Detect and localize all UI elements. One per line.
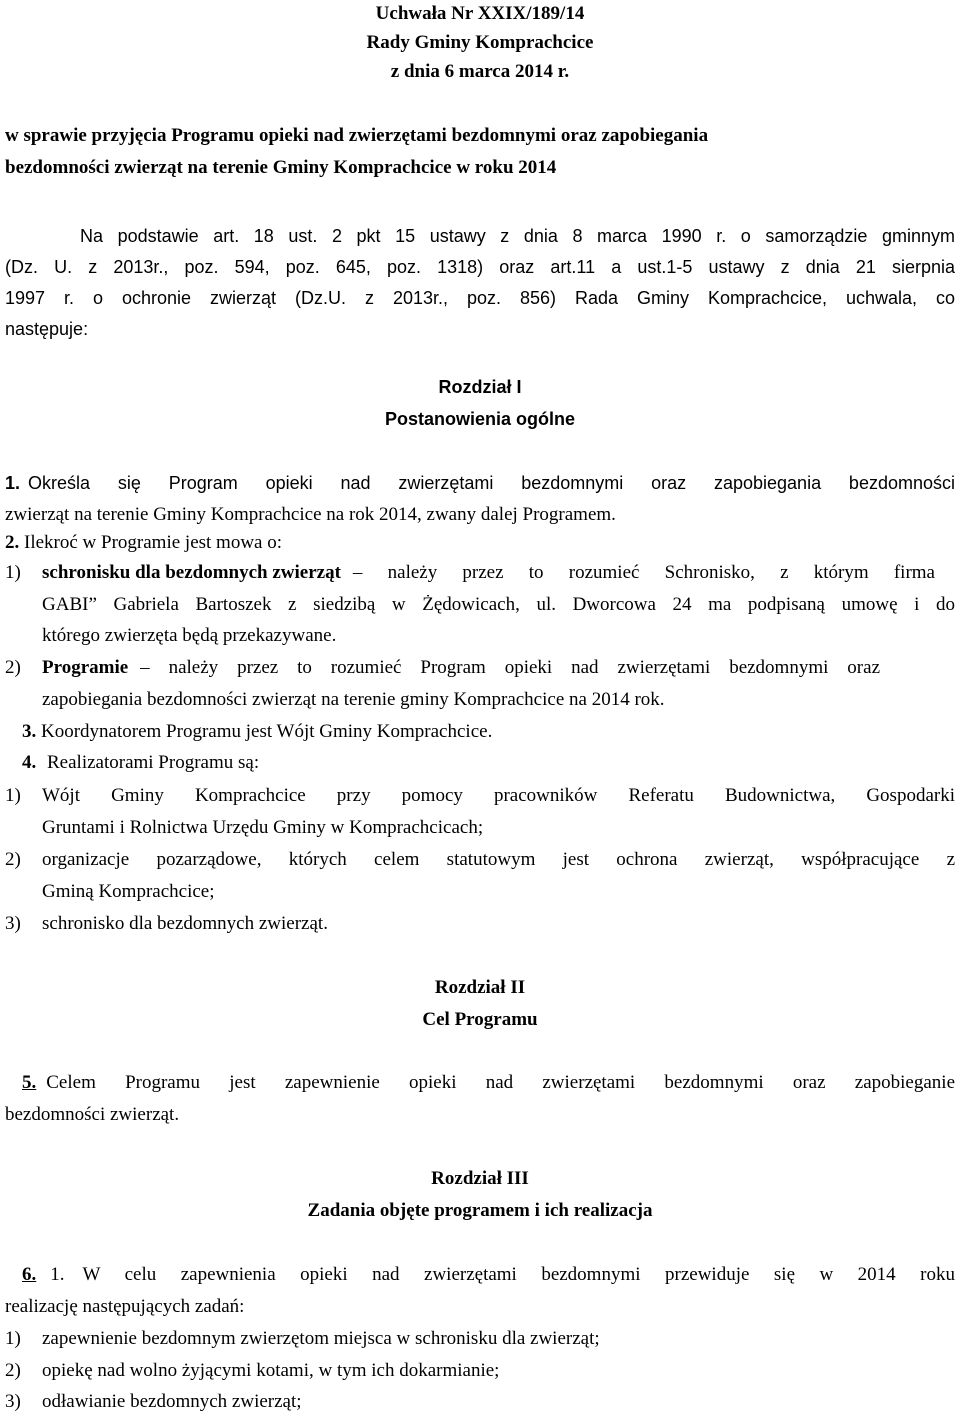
realizer-1-line-2: Gruntami i Rolnictwa Urzędu Gminy w Komprachcicach;	[42, 817, 484, 838]
paragraph-2-intro	[5, 533, 282, 552]
preamble-line-3: 1997 r. o ochronie zwierząt (Dz.U. z 2013r., poz. 856) Rada Gminy Komprachcice, uchwala, co	[5, 289, 955, 308]
paragraph-5-text: Celem Programu jest zapewnienie opieki nad zwierzętami bezdomnymi oraz zapobieganie	[46, 1073, 955, 1093]
chapter-1-subtitle: Postanowienia ogólne	[384, 409, 576, 429]
paragraph-2-number: 2.	[5, 532, 20, 553]
preamble-line-1: Na podstawie art. 18 ust. 2 pkt 15 ustawy z dnia 8 marca 1990 r. o samorządzie gminnym	[80, 227, 955, 246]
paragraph-4-intro	[22, 753, 259, 772]
council-name: Rady Gminy Komprachcice	[366, 32, 594, 53]
item-1-number: 1)	[5, 562, 21, 583]
item-1-line-2: GABI” Gabriela Bartoszek z siedzibą w Żędowicach, ul. Dworcowa 24 ma podpisaną umowę i do	[42, 595, 955, 615]
paragraph-4-number: 4.	[22, 752, 37, 773]
item-1-line-1	[42, 563, 935, 585]
preamble-line-2: (Dz. U. z 2013r., poz. 594, poz. 645, poz. 1318) oraz art.11 a ust.1-5 ustawy z dnia 21 sierpnia	[5, 258, 955, 277]
chapter-3-title: Rozdział III	[431, 1168, 529, 1189]
subject-line-2: bezdomności zwierząt na terenie Gminy Komprachcice w roku 2014	[5, 157, 557, 178]
item-2-text: – należy przez to rozumieć Program opieki nad zwierzętami bezdomnymi oraz	[140, 658, 880, 678]
preamble-line-4: następuje:	[5, 319, 89, 339]
paragraph-1-text: Określa się Program opieki nad zwierzętami bezdomnymi oraz zapobiegania bezdomności	[28, 474, 955, 493]
chapter-2-subtitle: Cel Programu	[422, 1009, 538, 1030]
item-2-number: 2)	[5, 657, 21, 678]
item-2-line-2: zapobiegania bezdomności zwierząt na terenie gminy Komprachcice na 2014 rok.	[42, 689, 665, 710]
resolution-number: Uchwała Nr XXIX/189/14	[375, 3, 585, 24]
paragraph-3-text: Koordynatorem Programu jest Wójt Gminy Komprachcice.	[41, 721, 493, 742]
paragraph-6-line-1	[22, 1265, 955, 1287]
realizer-2-line-1: organizacje pozarządowe, których celem statutowym jest ochrona zwierząt, współpracujące z	[42, 850, 955, 870]
subject-line-1: w sprawie przyjęcia Programu opieki nad zwierzętami bezdomnymi oraz zapobiegania	[5, 125, 709, 146]
chapter-3-subtitle: Zadania objęte programem i ich realizacja	[307, 1200, 653, 1221]
paragraph-6-number: 6.	[22, 1265, 37, 1285]
paragraph-5-number: 5.	[22, 1073, 37, 1093]
paragraph-4-text: Realizatorami Programu są:	[47, 752, 260, 773]
paragraph-6-text: W celu zapewnienia opieki nad zwierzętami bezdomnymi przewiduje się w 2014 roku	[82, 1265, 955, 1285]
paragraph-2-text: Ilekroć w Programie jest mowa o:	[24, 532, 283, 553]
paragraph-6-subnumber: 1.	[50, 1265, 65, 1285]
chapter-1-title: Rozdział I	[438, 377, 522, 397]
paragraph-3	[22, 722, 492, 741]
realizer-3-line-1: schronisko dla bezdomnych zwierząt.	[42, 913, 328, 934]
realizer-1-line-1: Wójt Gminy Komprachcice przy pomocy pracowników Referatu Budownictwa, Gospodarki	[42, 786, 955, 806]
paragraph-3-number: 3.	[22, 721, 37, 742]
item-1-text: – należy przez to rozumieć Schronisko, z którym firma	[352, 563, 935, 583]
task-3-number: 3)	[5, 1391, 21, 1412]
item-2-line-1	[42, 658, 880, 680]
task-2-number: 2)	[5, 1360, 21, 1381]
item-1-line-3: którego zwierzęta będą przekazywane.	[42, 625, 337, 646]
task-1-number: 1)	[5, 1328, 21, 1349]
paragraph-1-number: 1.	[5, 474, 21, 493]
task-3-text: odławianie bezdomnych zwierząt;	[42, 1391, 302, 1412]
resolution-date: z dnia 6 marca 2014 r.	[390, 61, 570, 82]
chapter-2-title: Rozdział II	[434, 977, 526, 998]
task-2-text: opiekę nad wolno żyjącymi kotami, w tym ich dokarmianie;	[42, 1360, 500, 1381]
paragraph-5-line-1	[22, 1073, 955, 1095]
realizer-2-line-2: Gminą Komprachcice;	[42, 881, 215, 902]
paragraph-1-line-2: zwierząt na terenie Gminy Komprachcice na rok 2014, zwany dalej Programem.	[5, 504, 616, 525]
item-1-term: schronisku dla bezdomnych zwierząt	[42, 563, 341, 583]
realizer-2-number: 2)	[5, 849, 21, 870]
task-1-text: zapewnienie bezdomnym zwierzętom miejsca w schronisku dla zwierząt;	[42, 1328, 600, 1349]
paragraph-6-line-2: realizację następujących zadań:	[5, 1296, 245, 1317]
item-2-term: Programie	[42, 658, 129, 678]
realizer-1-number: 1)	[5, 785, 21, 806]
paragraph-1-line-1	[5, 474, 955, 496]
realizer-3-number: 3)	[5, 913, 21, 934]
paragraph-5-line-2: bezdomności zwierząt.	[5, 1104, 180, 1125]
